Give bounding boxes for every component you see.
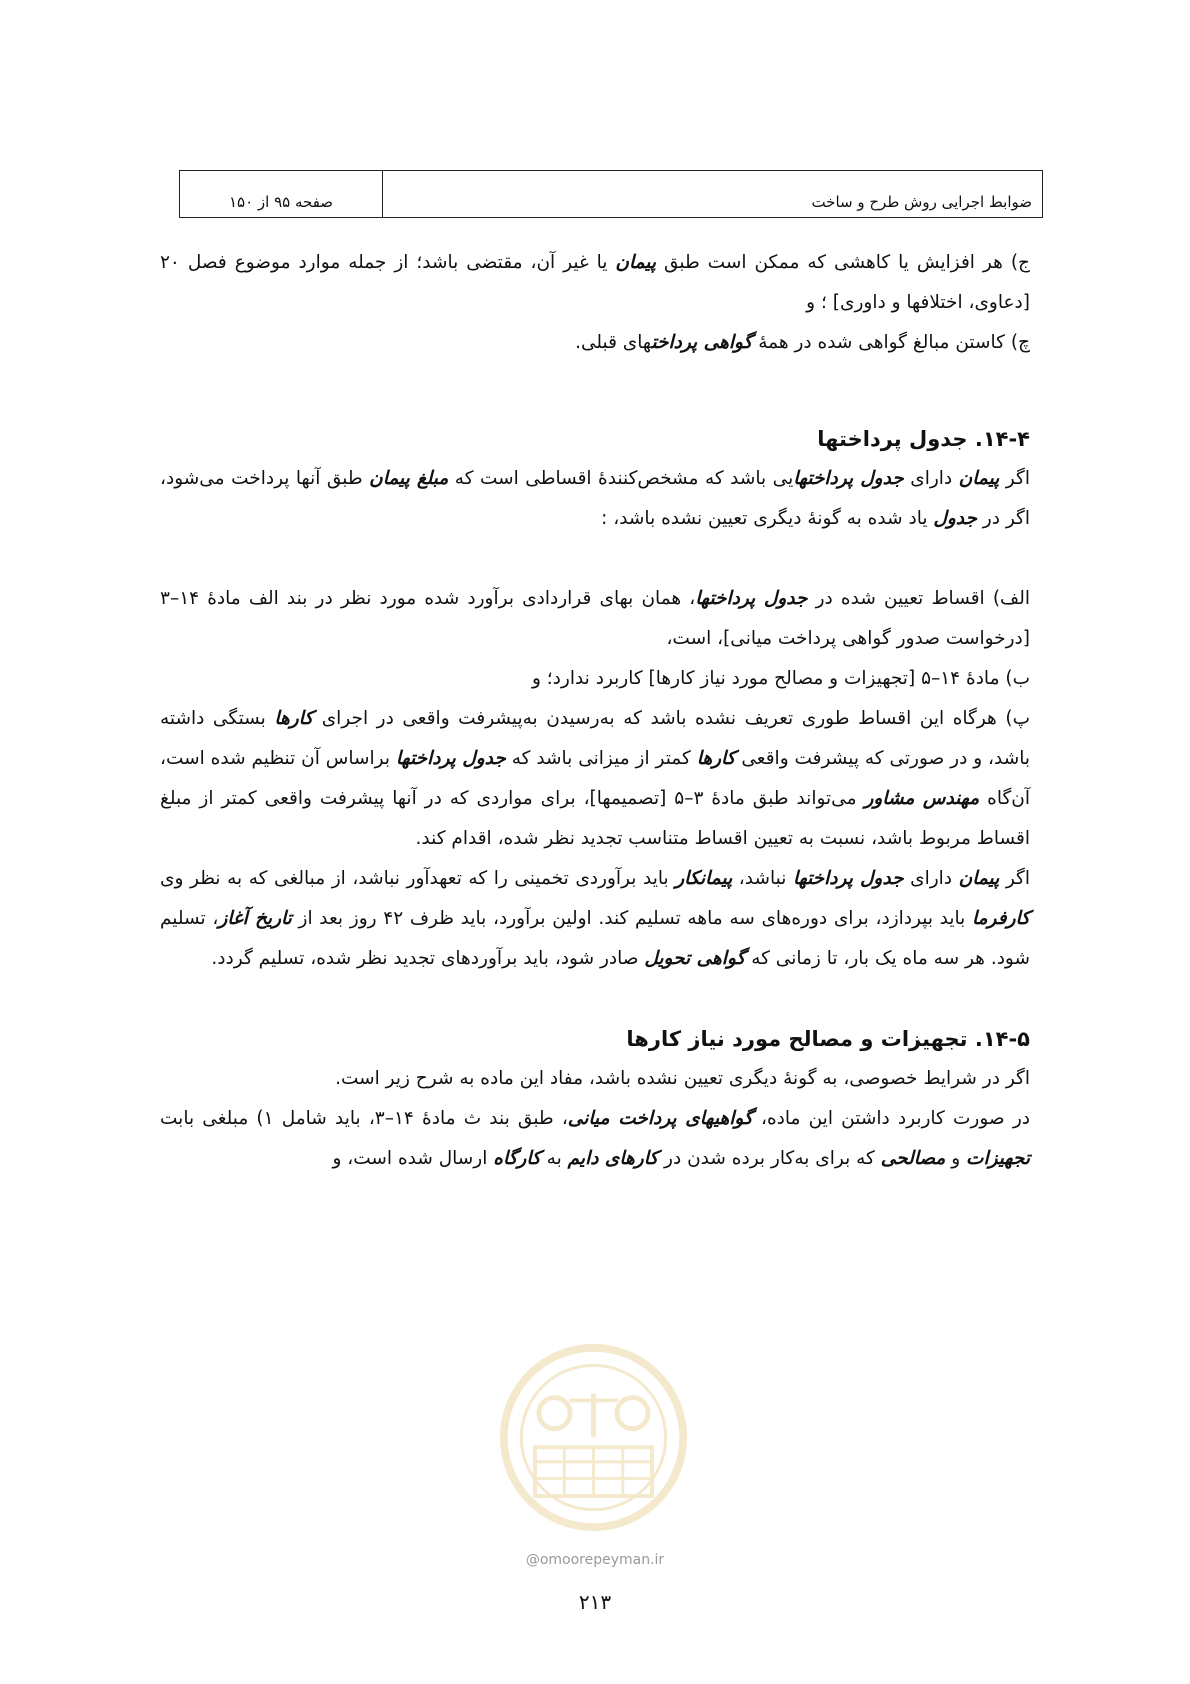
defined-term: جدول پرداختها [395,748,506,769]
page-info-cell [180,171,383,217]
defined-term: جدول [933,508,977,529]
watermark-logo-icon [496,1340,691,1535]
section-4-paragraph-1 [160,459,1030,539]
text-span: ج) هر افزایش یا کاهشی که ممکن است طبق [656,252,1030,273]
text-span: باید برآوردی تخمینی را که تعهدآور نباشد، از مبالغی که به نظر وی [160,868,676,889]
text-span: صادر شود، باید برآوردهای تجدید نظر شده، تسلیم گردد. [211,948,645,969]
text-span: ارسال شده است، و [332,1148,494,1169]
page-content [160,243,1030,1179]
defined-term: کارگاه [493,1148,541,1169]
text-span: نباشد، [732,868,793,889]
text-span: چ) کاستن مبالغ گواهی شده در همهٔ [752,332,1030,353]
defined-term: کارفرما [972,908,1030,929]
text-span: بستگی داشته باشد، و در صورتی که پیشرفت واقعی [160,708,1031,769]
text-span: که برای به‌کار برده شدن در [658,1148,881,1169]
defined-term: کارها [696,748,736,769]
text-span: و [945,1148,967,1169]
text-span: براساس آن تنظیم شده است، آن‌گاه [160,748,1030,809]
defined-term: گواهی تحویل [644,948,746,969]
section-4-paragraph-2 [160,859,1030,979]
item-che [160,323,1030,363]
defined-term: جدول پرداختها [793,468,904,489]
text-span: به [540,1148,568,1169]
text-span: یا غیر آن، مقتضی باشد؛ از جمله موارد موضوع فصل ۲۰ [دعاوی، اختلافها و داوری] ؛ و [160,252,1030,313]
text-span: پ) هرگاه این اقساط طوری تعریف نشده باشد که به‌رسیدن به‌پیشرفت واقعی در اجرای [313,708,1030,729]
text-span: یی باشد که مشخص‌کنندهٔ اقساطی است که [448,468,794,489]
text-span: دارای [903,468,959,489]
page-info: صفحه ۹۵ از ۱۵۰ [228,193,334,211]
defined-term: گواهی پرداخت [651,332,753,353]
text-span: الف) اقساط تعیین شده در [807,588,1030,609]
defined-term: پیمانکار [675,868,733,889]
item-be: ب) مادهٔ ۱۴–۵ [تجهیزات و مصالح مورد نیاز کارها] کاربرد ندارد؛ و [531,668,1030,689]
defined-term: مصالحی [880,1148,946,1169]
text-span: های قبلی. [575,332,652,353]
text-span: اگر [999,868,1030,889]
text-span: می‌تواند طبق مادهٔ ۳–۵ [تصمیمها]، برای مواردی که در آنها پیشرفت واقعی کمتر از مبلغ اقساط مربوط باشد، نسبت به تعیین اقساط متناسب تجدید نظر شده، اقدام کند. [160,788,1030,849]
watermark-site: @omoorepeyman.ir [525,1552,665,1568]
defined-term: جدول پرداختها [695,588,808,609]
text-span: طبق آنها پرداخت می‌شود، اگر در [160,468,1030,529]
document-title-cell [383,171,1042,217]
defined-term: کارها [274,708,314,729]
text-span: باید بپردازد، برای دوره‌های سه ماهه تسلیم کند. اولین برآورد، باید ظرف ۴۲ روز بعد از [291,908,973,929]
defined-term: مهندس مشاور [864,788,980,809]
text-span: ، طبق بند ث مادهٔ ۱۴–۳، باید شامل ۱) مبلغی بابت [160,1108,568,1129]
defined-term: کارهای دایم [567,1148,659,1169]
item-pe [160,699,1030,859]
document-title: ضوابط اجرایی روش طرح و ساخت [811,193,1032,211]
defined-term: تجهیزات [966,1148,1030,1169]
section-heading-14-4: ۱۴-۴. جدول پرداختها [817,427,1030,451]
section-heading-14-5: ۱۴-۵. تجهیزات و مصالح مورد نیاز کارها [626,1027,1030,1051]
defined-term: تاریخ آغاز [218,908,292,929]
section-5-paragraph-1: اگر در شرایط خصوصی، به گونهٔ دیگری تعیین نشده باشد، مفاد این ماده به شرح زیر است. [335,1068,1030,1089]
defined-term: مبلغ پیمان [369,468,449,489]
defined-term: جدول پرداختها [792,868,904,889]
text-span: در صورت کاربرد داشتن این ماده، [752,1108,1030,1129]
text-span: ، همان بهای قراردادی برآورد شده مورد نظر در بند الف مادهٔ ۱۴–۳ [درخواست صدور گواهی پرداخت میانی]، است، [160,588,1030,649]
page-number: ۲۱۳ [578,1590,612,1614]
page-header-table [179,170,1043,218]
text-span: یاد شده به گونهٔ دیگری تعیین نشده باشد، : [601,508,934,529]
item-je [160,243,1030,323]
defined-term: پیمان [958,868,1000,889]
text-span: دارای [903,868,959,889]
text-span: کمتر از میزانی باشد که [505,748,697,769]
defined-term: پیمان [958,468,1000,489]
text-span: ، تسلیم شود. هر سه ماه یک بار، تا زمانی که [160,908,1030,969]
defined-term: گواهیهای پرداخت میانی [567,1108,753,1129]
item-alef [160,579,1030,659]
text-span: اگر [999,468,1030,489]
section-5-paragraph-2 [160,1099,1030,1179]
defined-term: پیمان [615,252,657,273]
